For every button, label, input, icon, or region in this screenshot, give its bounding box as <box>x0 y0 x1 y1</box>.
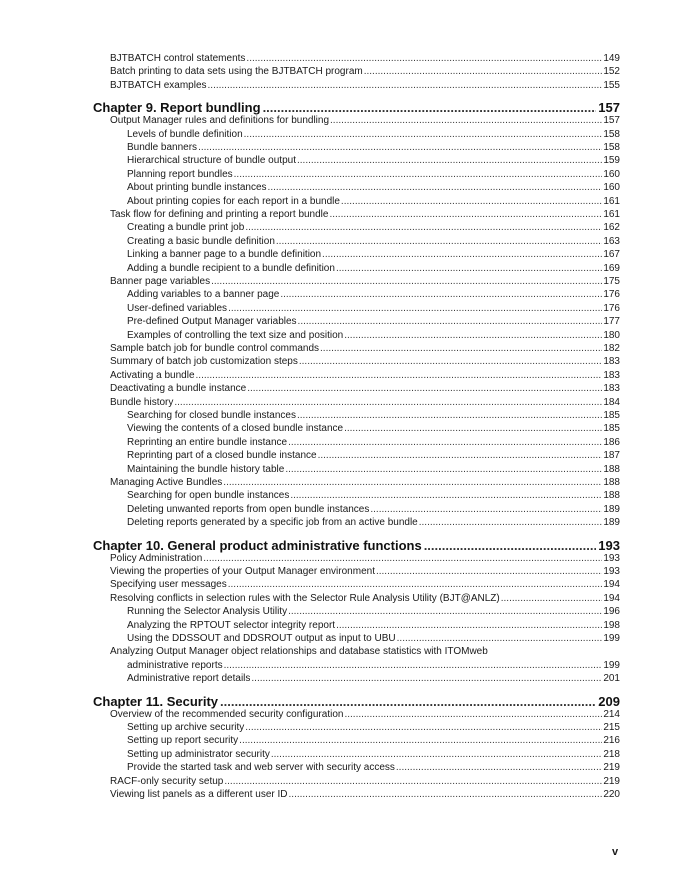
dot-leader <box>280 288 602 301</box>
dot-leader <box>336 262 602 275</box>
toc-entry-label: administrative reports <box>127 659 223 671</box>
dot-leader <box>288 436 602 449</box>
toc-page-number: 186 <box>603 436 620 448</box>
toc-entry-label: Resolving conflicts in selection rules with the Selector Rule Analysis Utility (BJT@ANLZ) <box>110 592 500 604</box>
toc-entry-label: Output Manager rules and definitions for bundling <box>110 115 330 127</box>
toc-entry[interactable] <box>127 168 620 181</box>
toc-page-number: 209 <box>598 693 620 709</box>
toc-page-number: 189 <box>603 517 620 529</box>
toc-entry-label: Creating a bundle print job <box>127 222 245 234</box>
toc-entry[interactable] <box>110 708 620 721</box>
toc-entry-label: Administrative report details <box>127 673 251 685</box>
toc-page-number: 189 <box>603 503 620 515</box>
dot-leader <box>268 181 603 194</box>
chapter-title: Chapter 10. General product administrative functions <box>93 537 422 553</box>
dot-leader <box>297 154 602 167</box>
toc-page-number: 183 <box>603 356 620 368</box>
dot-leader <box>244 128 603 141</box>
toc-entry-label: Sample batch job for bundle control commands <box>110 343 320 354</box>
toc-page-number: 161 <box>603 195 620 207</box>
toc-entry[interactable] <box>110 79 620 92</box>
dot-leader <box>246 52 602 65</box>
dot-leader <box>223 476 602 489</box>
toc-entry[interactable] <box>110 275 620 288</box>
toc-entry[interactable] <box>127 672 620 685</box>
toc-entry[interactable] <box>127 516 620 529</box>
toc-page-number: 201 <box>603 673 620 685</box>
toc-entry-label: Pre-defined Output Manager variables <box>127 316 297 328</box>
dot-leader <box>288 605 602 618</box>
toc-entry[interactable] <box>110 592 620 605</box>
toc-entry-label: Reprinting an entire bundle instance <box>127 436 288 448</box>
dot-leader <box>344 422 602 435</box>
dot-leader <box>299 355 602 368</box>
toc-entry-label: Examples of controlling the text size and position <box>127 329 344 341</box>
dot-leader <box>322 248 602 261</box>
toc-entry-label: Adding a bundle recipient to a bundle definition <box>127 262 335 274</box>
toc-entry[interactable] <box>127 141 620 154</box>
dot-leader <box>298 315 603 328</box>
toc-page-number: 160 <box>603 182 620 194</box>
toc-entry-label: Managing Active Bundles <box>110 477 223 488</box>
toc-page-number: 185 <box>603 423 620 435</box>
toc-page-number: 185 <box>603 410 620 421</box>
toc-page-number: 160 <box>603 168 620 180</box>
toc-entry[interactable] <box>127 329 620 342</box>
toc-entry-label: About printing bundle instances <box>127 182 267 194</box>
toc-entry[interactable] <box>127 315 620 328</box>
toc-entry[interactable] <box>127 605 620 618</box>
toc-entry[interactable] <box>127 436 620 449</box>
dot-leader <box>247 382 602 395</box>
toc-entry-label: Deleting reports generated by a specific job from an active bundle <box>127 517 418 529</box>
toc-entry[interactable] <box>110 52 620 65</box>
chapter-title: Chapter 11. Security <box>93 693 218 709</box>
toc-entry[interactable] <box>110 369 620 382</box>
toc-entry-label: Setting up administrator security <box>127 748 270 760</box>
dot-leader <box>239 734 602 747</box>
toc-page-number: 161 <box>603 209 620 220</box>
toc-entry[interactable] <box>127 288 620 301</box>
toc-entry[interactable] <box>110 476 620 489</box>
toc-entry-label: Task flow for defining and printing a report bundle <box>110 209 329 220</box>
dot-leader <box>376 565 602 578</box>
toc-entry-label: Analyzing the RPTOUT selector integrity report <box>127 619 336 631</box>
toc-page-number: 157 <box>598 100 620 116</box>
toc-page-number: 183 <box>603 369 620 381</box>
toc-page-number: 152 <box>603 66 620 78</box>
dot-leader <box>245 721 602 734</box>
dot-leader <box>271 748 602 761</box>
toc-entry-label: Viewing list panels as a different user ID <box>110 789 288 800</box>
toc-entry[interactable] <box>127 262 620 275</box>
toc-page-number: 219 <box>603 775 620 787</box>
toc-page-number: 188 <box>603 490 620 502</box>
toc-entry-label: User-defined variables <box>127 302 228 314</box>
toc-entry[interactable] <box>110 65 620 78</box>
toc-page-number: 158 <box>603 128 620 140</box>
dot-leader <box>224 659 603 672</box>
toc-entry[interactable] <box>127 761 620 774</box>
dot-leader <box>228 578 603 591</box>
dot-leader <box>370 503 602 516</box>
toc-entry[interactable] <box>110 788 620 801</box>
toc-entry[interactable] <box>127 489 620 502</box>
toc-page-number: 184 <box>603 396 620 408</box>
toc-entry[interactable] <box>127 422 620 435</box>
toc-entry-label: Viewing the contents of a closed bundle instance <box>127 423 344 435</box>
dot-leader <box>344 708 602 721</box>
toc-entry-label: Viewing the properties of your Output Manager environment <box>110 566 375 577</box>
toc-page-number: 155 <box>603 79 620 91</box>
chapter-title: Chapter 9. Report bundling <box>93 100 261 116</box>
toc-entry[interactable] <box>127 463 620 476</box>
dot-leader <box>208 79 603 92</box>
toc-page-number: 167 <box>603 249 620 261</box>
toc-entry-label: Using the DDSSOUT and DDSROUT output as input to UBU <box>127 633 396 644</box>
toc-page-number: 162 <box>603 222 620 234</box>
dot-leader <box>336 619 602 632</box>
toc-page-number: 214 <box>603 708 620 720</box>
toc-entry-label: BJTBATCH examples <box>110 79 207 91</box>
page-number: v <box>612 846 619 858</box>
dot-leader <box>329 208 602 221</box>
toc-page-number: 149 <box>603 53 620 64</box>
toc-entry[interactable] <box>127 409 620 422</box>
toc-entry-label: Creating a basic bundle definition <box>127 235 275 247</box>
toc-entry-label: Running the Selector Analysis Utility <box>127 606 288 618</box>
dot-leader <box>419 516 603 529</box>
toc-page-number: 196 <box>603 606 620 618</box>
toc-entry[interactable] <box>127 154 620 167</box>
dot-leader <box>285 463 602 476</box>
dot-leader <box>224 775 602 788</box>
toc-entry[interactable] <box>110 565 620 578</box>
dot-leader <box>501 592 603 605</box>
toc-entry-label: Adding variables to a banner page <box>127 289 280 301</box>
toc-entry-label: Hierarchical structure of bundle output <box>127 155 296 167</box>
toc-entry[interactable] <box>127 248 620 261</box>
toc-entry-label: Levels of bundle definition <box>127 128 243 140</box>
toc-entry-label: Activating a bundle <box>110 369 195 381</box>
toc-entry-label: Setting up archive security <box>127 722 245 733</box>
dot-leader <box>276 235 602 248</box>
toc-entry[interactable] <box>110 552 620 565</box>
toc-page-number: 216 <box>603 735 620 747</box>
toc-entry-label: BJTBATCH control statements <box>110 53 246 64</box>
toc-page-number: 193 <box>598 537 620 553</box>
toc-entry[interactable] <box>127 734 620 747</box>
dot-leader <box>245 221 602 234</box>
dot-leader <box>203 552 602 565</box>
dot-leader <box>289 788 603 801</box>
toc-entry[interactable] <box>127 449 620 462</box>
dot-leader <box>344 329 602 342</box>
dot-leader <box>341 195 602 208</box>
dot-leader <box>364 65 603 78</box>
toc-page-number: 199 <box>603 659 620 671</box>
dot-leader <box>320 342 602 355</box>
toc-entry[interactable] <box>127 748 620 761</box>
toc-entry-label: Summary of batch job customization steps <box>110 356 298 368</box>
dot-leader <box>397 632 603 645</box>
toc-entry-label: About printing copies for each report in a bundle <box>127 195 340 207</box>
toc-entry-label: Planning report bundles <box>127 168 233 180</box>
toc-entry[interactable] <box>110 775 620 788</box>
toc-page-number: 183 <box>603 383 620 395</box>
dot-leader <box>234 168 603 181</box>
toc-page-number: 194 <box>603 579 620 591</box>
dot-leader <box>228 302 602 315</box>
toc-page-number: 163 <box>603 235 620 247</box>
dot-leader <box>330 114 602 127</box>
dot-leader <box>211 275 602 288</box>
toc-page-number: 180 <box>603 329 620 341</box>
toc-entry[interactable] <box>127 235 620 248</box>
toc-page-number: 218 <box>603 748 620 760</box>
toc-page-number: 159 <box>603 155 620 167</box>
toc-entry[interactable] <box>110 578 620 591</box>
toc-entry[interactable] <box>110 382 620 395</box>
toc-entry-label: Specifying user messages <box>110 579 227 591</box>
toc-page-number: 194 <box>603 592 620 604</box>
toc-page-number: 158 <box>603 142 620 153</box>
toc-page-number: 193 <box>603 566 620 577</box>
toc-page-number: 219 <box>603 762 620 774</box>
toc-entry[interactable] <box>127 221 620 234</box>
toc-page-number: 175 <box>603 276 620 287</box>
toc-entry-label: Searching for open bundle instances <box>127 490 290 502</box>
toc-entry-label: Reprinting part of a closed bundle instance <box>127 450 317 462</box>
toc-entry[interactable] <box>127 721 620 734</box>
toc-entry[interactable] <box>127 659 620 672</box>
toc-entry-label: Setting up report security <box>127 735 239 747</box>
toc-entry[interactable] <box>127 302 620 315</box>
toc-entry-label: Bundle history <box>110 396 174 408</box>
toc-entry[interactable] <box>110 396 620 409</box>
toc-entry-label: Deleting unwanted reports from open bundle instances <box>127 503 370 515</box>
toc-page-number: 177 <box>603 316 620 328</box>
toc-page-number: 188 <box>603 477 620 488</box>
toc-entry-label: Overview of the recommended security configuration <box>110 708 344 720</box>
toc-page-number: 182 <box>603 343 620 354</box>
toc-page-number: 199 <box>603 633 620 644</box>
toc-page-number: 215 <box>603 722 620 733</box>
toc-entry[interactable] <box>127 195 620 208</box>
dot-leader <box>198 141 602 154</box>
toc-entry-label: Bundle banners <box>127 142 198 153</box>
dot-leader <box>174 396 602 409</box>
dot-leader <box>290 489 602 502</box>
toc-entry[interactable] <box>110 355 620 368</box>
toc-page-number: 198 <box>603 619 620 631</box>
toc-entry[interactable] <box>110 342 620 355</box>
toc-entry[interactable] <box>110 114 620 127</box>
toc-entry-label: Batch printing to data sets using the BJTBATCH program <box>110 66 363 78</box>
dot-leader <box>297 409 602 422</box>
toc-page-number: 169 <box>603 262 620 274</box>
toc-entry-label: Provide the started task and web server with security access <box>127 762 395 774</box>
toc-page-number: 187 <box>603 450 620 462</box>
toc-entry-label: Searching for closed bundle instances <box>127 410 296 421</box>
toc-entry-label: Deactivating a bundle instance <box>110 383 247 395</box>
toc-entry[interactable] <box>127 619 620 632</box>
dot-leader <box>196 369 603 382</box>
toc-entry-label: RACF-only security setup <box>110 775 224 787</box>
toc-page-number: 188 <box>603 463 620 475</box>
toc-entry[interactable] <box>127 181 620 194</box>
toc-entry[interactable] <box>127 503 620 516</box>
toc-page-number: 193 <box>603 552 620 564</box>
dot-leader <box>251 672 602 685</box>
toc-entry[interactable] <box>127 632 620 645</box>
toc-page-number: 220 <box>603 789 620 800</box>
toc-entry[interactable] <box>110 208 620 221</box>
toc-entry-label[interactable]: Analyzing Output Manager object relationships and database statistics with ITOMweb <box>110 646 488 658</box>
toc-page-number: 176 <box>603 289 620 301</box>
toc-entry-label: Maintaining the bundle history table <box>127 463 285 475</box>
dot-leader <box>318 449 603 462</box>
dot-leader <box>396 761 602 774</box>
toc-page-number: 157 <box>603 115 620 127</box>
toc-entry-label: Banner page variables <box>110 276 211 287</box>
toc-entry[interactable] <box>127 128 620 141</box>
toc-entry-label: Linking a banner page to a bundle definition <box>127 249 322 261</box>
toc-entry-label: Policy Administration <box>110 552 203 564</box>
toc-page-number: 176 <box>603 302 620 314</box>
